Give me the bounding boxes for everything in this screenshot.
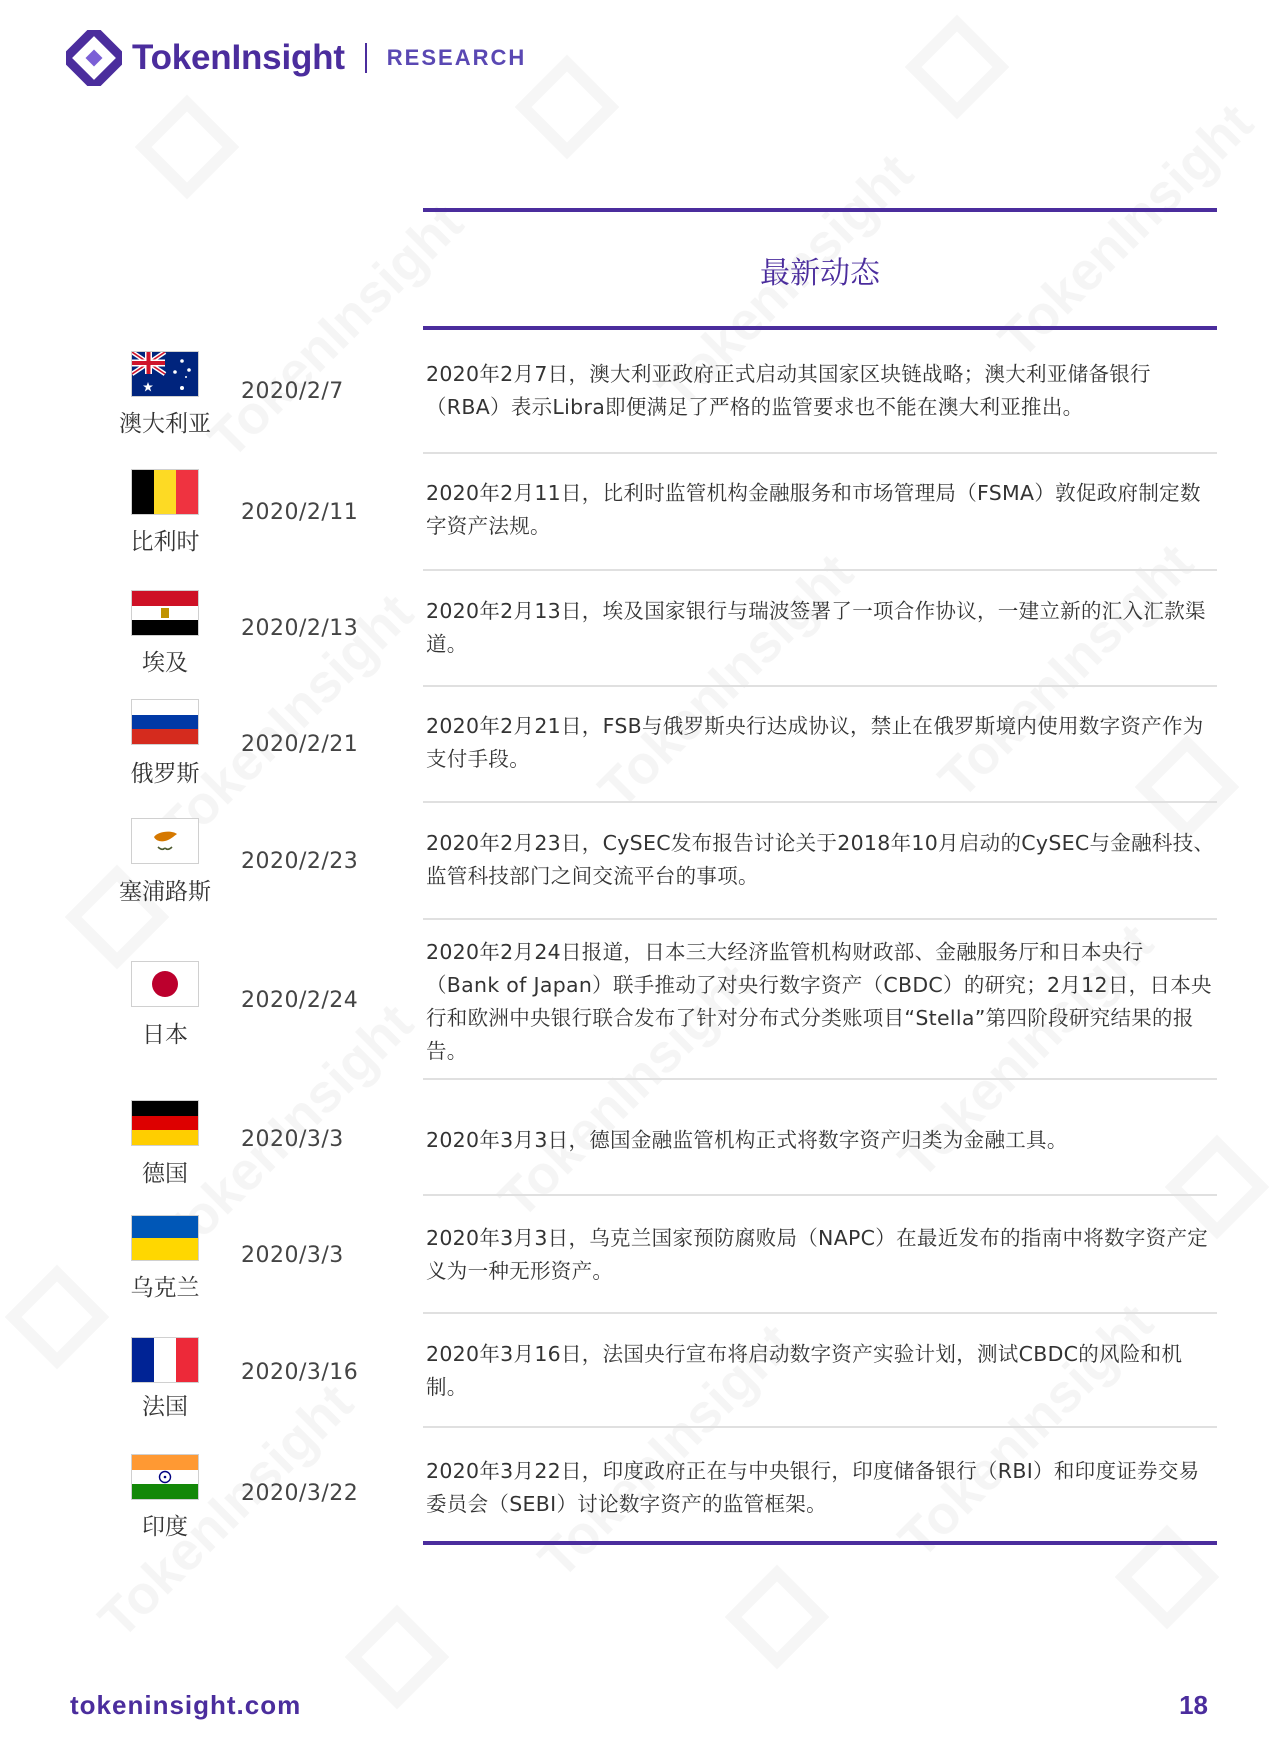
- watermark-logo: [905, 15, 1010, 120]
- cyprus-flag-icon: [132, 819, 198, 863]
- india-flag-icon: [132, 1455, 198, 1499]
- egypt-flag-icon: [132, 591, 198, 635]
- event-description: 2020年2月11日，比利时监管机构金融服务和市场管理局（FSMA）敦促政府制定数字资产法规。: [426, 481, 1201, 538]
- country-name: 比利时: [130, 529, 200, 555]
- japan-flag-icon: [132, 962, 198, 1006]
- watermark: [197, 192, 476, 471]
- watermark-logo: [725, 1565, 830, 1670]
- event-date: 2020/2/21: [241, 732, 359, 757]
- table-bottom-rule: [423, 1541, 1217, 1545]
- event-date: 2020/2/13: [241, 616, 359, 641]
- section-label: RESEARCH: [386, 45, 527, 70]
- row-divider: [423, 918, 1217, 920]
- country-name: 印度: [142, 1514, 188, 1540]
- ukraine-flag-icon: [132, 1216, 198, 1260]
- event-date: 2020/2/24: [241, 988, 359, 1013]
- row-divider: [423, 1194, 1217, 1196]
- event-date: 2020/3/3: [241, 1243, 344, 1268]
- event-date: 2020/3/22: [241, 1481, 359, 1506]
- country-name: 塞浦路斯: [119, 879, 211, 905]
- row-divider: [423, 1312, 1217, 1314]
- watermark-logo: [135, 95, 240, 200]
- event-description: 2020年3月16日，法国央行宣布将启动数字资产实验计划，测试CBDC的风险和机制。: [426, 1342, 1183, 1399]
- event-date: 2020/2/7: [241, 379, 344, 404]
- watermark-logo: [515, 55, 620, 160]
- watermark: [887, 1292, 1166, 1571]
- event-description: 2020年2月24日报道，日本三大经济监管机构财政部、金融服务厅和日本央行（Bank of Japan）联手推动了对央行数字资产（CBDC）的研究；2月12日，日本央行和欧洲中央银行联合发布了针对分布式分类账项目“Stella”第四阶段研究结果的报告。: [426, 940, 1212, 1063]
- event-description: 2020年3月22日，印度政府正在与中央银行，印度储备银行（RBI）和印度证券交易委员会（SEBI）讨论数字资产的监管框架。: [426, 1459, 1200, 1516]
- germany-flag-icon: [132, 1101, 198, 1145]
- russia-flag-icon: [132, 700, 198, 744]
- event-date: 2020/2/23: [241, 849, 359, 874]
- event-description: 2020年2月7日，澳大利亚政府正式启动其国家区块链战略；澳大利亚储备银行（RBA）表示Libra即便满足了严格的监管要求也不能在澳大利亚推出。: [426, 362, 1151, 419]
- belgium-flag-icon: [132, 470, 198, 514]
- row-divider: [423, 801, 1217, 803]
- event-date: 2020/3/16: [241, 1360, 359, 1385]
- row-divider: [423, 1426, 1217, 1428]
- table-title: 最新动态: [760, 256, 880, 291]
- watermark-logo: [345, 1605, 450, 1710]
- country-name: 法国: [142, 1394, 188, 1420]
- page-number: 18: [1179, 1690, 1208, 1720]
- country-name: 澳大利亚: [119, 411, 211, 437]
- australia-flag-icon: [132, 352, 198, 396]
- row-divider: [423, 685, 1217, 687]
- country-name: 乌克兰: [130, 1275, 200, 1301]
- tokeninsight-logo-icon: [66, 30, 122, 86]
- event-description: 2020年3月3日，乌克兰国家预防腐败局（NAPC）在最近发布的指南中将数字资产定义为一种无形资产。: [426, 1226, 1209, 1283]
- country-name: 日本: [142, 1022, 188, 1048]
- header-separator: [365, 43, 367, 73]
- event-description: 2020年3月3日，德国金融监管机构正式将数字资产归类为金融工具。: [426, 1128, 1068, 1152]
- footer-website: tokeninsight.com: [70, 1690, 302, 1720]
- row-divider: [423, 452, 1217, 454]
- country-name: 俄罗斯: [130, 761, 200, 787]
- watermark: [587, 542, 866, 821]
- country-name: 埃及: [142, 650, 188, 676]
- table-header-rule: [423, 326, 1217, 330]
- event-date: 2020/2/11: [241, 500, 359, 525]
- row-divider: [423, 1078, 1217, 1080]
- table-top-rule: [423, 208, 1217, 212]
- event-date: 2020/3/3: [241, 1127, 344, 1152]
- event-description: 2020年2月21日，FSB与俄罗斯央行达成协议，禁止在俄罗斯境内使用数字资产作为支付手段。: [426, 714, 1204, 771]
- brand-name: TokenInsight: [132, 38, 345, 77]
- country-name: 德国: [142, 1161, 188, 1187]
- event-description: 2020年2月13日，埃及国家银行与瑞波签署了一项合作协议，一建立新的汇入汇款渠道。: [426, 599, 1206, 656]
- row-divider: [423, 569, 1217, 571]
- report-header: [66, 30, 526, 86]
- event-description: 2020年2月23日，CySEC发布报告讨论关于2018年10月启动的CySEC与金融科技、监管科技部门之间交流平台的事项。: [426, 831, 1215, 888]
- watermark-logo: [5, 1265, 110, 1370]
- france-flag-icon: [132, 1338, 198, 1382]
